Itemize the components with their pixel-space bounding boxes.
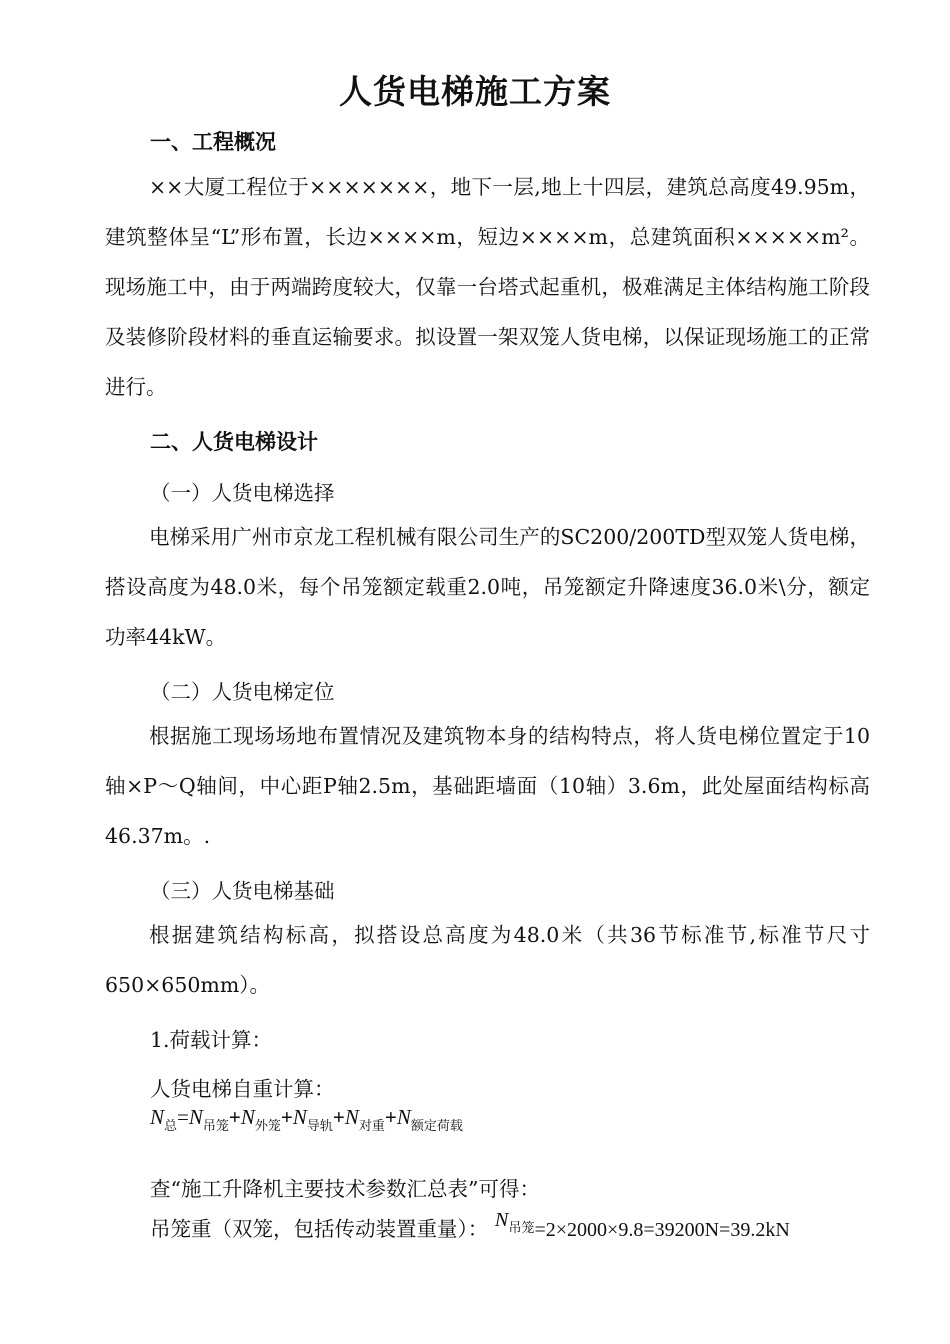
formula-symbol: N [240, 1105, 255, 1129]
formula-plus: + [228, 1105, 241, 1129]
cage-weight-line [150, 1209, 790, 1242]
formula-equals: = [177, 1105, 189, 1129]
document-title: 人货电梯施工方案 [339, 72, 611, 111]
positioning-paragraph: 根据施工现场场地布置情况及建筑物本身的结构特点，将人货电梯位置定于10轴×P～Q轴间，中心距P轴2.5m，基础距墙面（10轴）3.6m，此处屋面结构标高46.37m。. [105, 724, 870, 848]
formula-symbol: N [188, 1105, 203, 1129]
subheading-foundation: （三）人货电梯基础 [150, 879, 335, 903]
cage-weight-symbol [494, 1209, 535, 1241]
formula-plus: + [332, 1105, 345, 1129]
formula-plus: + [384, 1105, 397, 1129]
subheading-positioning: （二）人货电梯定位 [150, 680, 335, 704]
section-heading-overview: 一、工程概况 [150, 129, 276, 154]
section-heading-design: 二、人货电梯设计 [150, 429, 318, 454]
foundation-paragraph: 根据建筑结构标高，拟搭设总高度为48.0米（共36节标准节,标准节尺寸650×650mm）。 [105, 923, 870, 997]
formula-symbol: N [396, 1105, 411, 1129]
overview-paragraph: ××大厦工程位于×××××××，地下一层,地上十四层，建筑总高度49.95m，建筑整体呈“L”形布置，长边××××m，短边××××m，总建筑面积×××××m²。现场施工中，由于两端跨度较大，仅靠一台塔式起重机，极难满足主体结构施工阶段及装修阶段材料的垂直运输要求。拟设置一架双笼人货电梯，以保证现场施工的正常进行。 [105, 175, 870, 399]
formula-sub-term: 额定荷载 [410, 1119, 463, 1134]
formula-plus: + [280, 1105, 293, 1129]
selection-paragraph: 电梯采用广州市京龙工程机械有限公司生产的SC200/200TD型双笼人货电梯，搭设高度为48.0米，每个吊笼额定载重2.0吨，吊笼额定升降速度36.0米\分，额定功率44kW。 [105, 525, 870, 649]
formula-sub-term: 外笼 [254, 1119, 281, 1134]
formula-sub-total: 总 [164, 1119, 178, 1134]
lookup-line: 查“施工升降机主要技术参数汇总表”可得： [150, 1177, 540, 1201]
formula-symbol: N [150, 1105, 165, 1129]
formula-symbol: N [344, 1105, 359, 1129]
cage-weight-label: 吊笼重（双笼，包括传动装置重量）： [150, 1217, 489, 1241]
formula-sub-term: 吊笼 [202, 1119, 229, 1134]
formula-symbol: N [292, 1105, 307, 1129]
self-weight-formula [150, 1105, 463, 1134]
formula-sub-term: 对重 [358, 1119, 385, 1134]
subheading-selection: （一）人货电梯选择 [150, 481, 335, 505]
formula-sub-term: 导轨 [306, 1119, 333, 1134]
self-weight-label: 人货电梯自重计算： [150, 1077, 335, 1101]
load-calc-item: 1.荷载计算： [150, 1028, 273, 1052]
cage-weight-calc: =2×2000×9.8=39200N=39.2kN [534, 1219, 790, 1241]
cage-weight-n: N [494, 1209, 509, 1231]
cage-weight-sub: 吊笼 [508, 1221, 535, 1236]
